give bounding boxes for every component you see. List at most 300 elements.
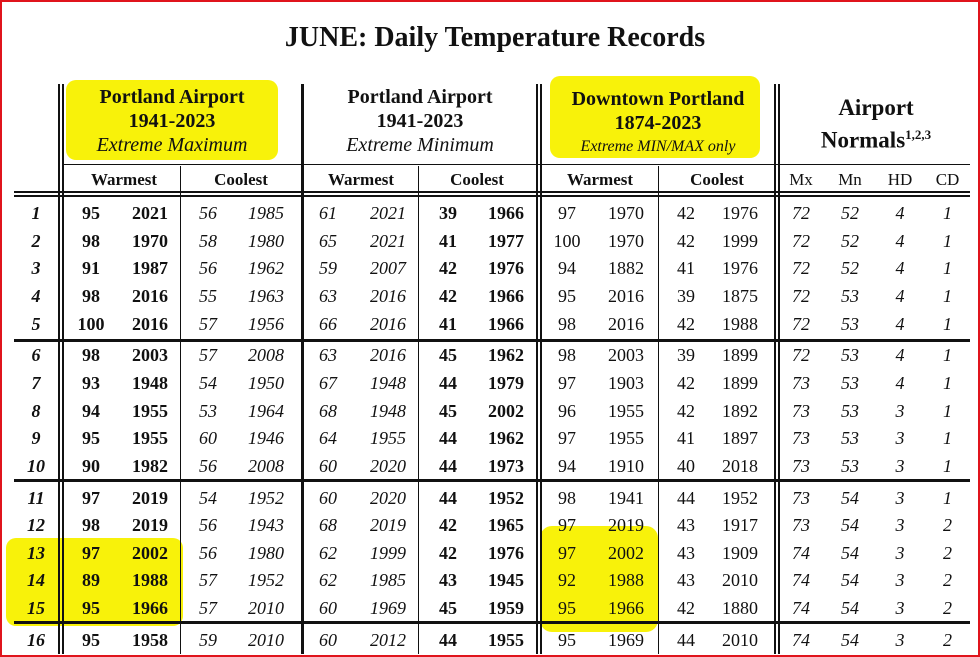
min-cool-temp: 44 bbox=[439, 372, 457, 393]
downtown-warm-year: 1941 bbox=[608, 487, 644, 508]
row-day: 14 bbox=[27, 570, 45, 591]
max-warm-temp: 98 bbox=[82, 345, 100, 366]
normal-hd: 4 bbox=[895, 372, 905, 393]
normal-min: 53 bbox=[841, 455, 859, 476]
row-day: 15 bbox=[27, 598, 45, 619]
subheader-coolest: Coolest bbox=[214, 170, 268, 189]
table-row bbox=[0, 540, 980, 567]
max-cool-temp: 55 bbox=[199, 285, 217, 306]
max-cool-temp: 57 bbox=[199, 598, 217, 619]
normal-min: 53 bbox=[841, 400, 859, 421]
downtown-warm-year: 2003 bbox=[608, 345, 644, 366]
downtown-cool-temp: 42 bbox=[677, 598, 695, 619]
min-warm-year: 2021 bbox=[370, 230, 406, 251]
normal-min: 54 bbox=[841, 487, 859, 508]
normal-max: 73 bbox=[792, 372, 810, 393]
max-cool-year: 2008 bbox=[248, 345, 284, 366]
row-day: 9 bbox=[31, 428, 41, 449]
row-day: 3 bbox=[31, 258, 41, 279]
min-cool-temp: 44 bbox=[439, 629, 457, 650]
max-warm-year: 2019 bbox=[132, 515, 168, 536]
max-cool-temp: 56 bbox=[199, 542, 217, 563]
downtown-cool-year: 1976 bbox=[722, 203, 758, 223]
normal-max: 72 bbox=[792, 230, 810, 251]
normal-min: 52 bbox=[841, 258, 859, 279]
max-cool-year: 1962 bbox=[248, 258, 284, 279]
row-day: 13 bbox=[27, 542, 45, 563]
row-day: 4 bbox=[31, 285, 41, 306]
normal-cd: 1 bbox=[943, 258, 952, 279]
subheader-warmest: Warmest bbox=[566, 170, 634, 189]
normal-cd: 2 bbox=[943, 629, 952, 650]
table-row bbox=[0, 283, 980, 310]
table-row bbox=[0, 425, 980, 452]
normal-hd: 3 bbox=[895, 428, 905, 449]
normal-cd: 2 bbox=[943, 598, 952, 619]
downtown-warm-year: 2002 bbox=[608, 542, 644, 563]
row-day: 5 bbox=[31, 313, 41, 334]
min-cool-year: 1966 bbox=[488, 313, 524, 334]
min-cool-temp: 39 bbox=[439, 203, 457, 223]
group-years: 1941-2023 bbox=[376, 110, 464, 132]
row-day: 8 bbox=[31, 400, 41, 421]
normal-cd: 1 bbox=[943, 455, 952, 476]
max-cool-year: 1952 bbox=[248, 487, 284, 508]
group-years: 1941-2023 bbox=[128, 110, 216, 132]
downtown-cool-temp: 39 bbox=[677, 345, 695, 366]
normal-hd: 4 bbox=[895, 285, 905, 306]
normal-min: 54 bbox=[841, 629, 859, 650]
max-warm-year: 1982 bbox=[132, 455, 168, 476]
min-warm-year: 2020 bbox=[370, 487, 406, 508]
min-cool-temp: 45 bbox=[439, 400, 457, 421]
min-cool-year: 1976 bbox=[488, 258, 524, 279]
min-cool-year: 1977 bbox=[488, 230, 524, 251]
min-cool-year: 1979 bbox=[488, 372, 524, 393]
downtown-cool-year: 1909 bbox=[722, 542, 758, 563]
max-cool-year: 1952 bbox=[248, 570, 284, 591]
normal-cd: 1 bbox=[943, 372, 952, 393]
max-cool-year: 1946 bbox=[248, 428, 284, 449]
normal-min: 54 bbox=[841, 570, 859, 591]
downtown-warm-temp: 97 bbox=[558, 372, 576, 393]
max-warm-temp: 100 bbox=[77, 313, 105, 334]
max-warm-year: 1948 bbox=[132, 372, 168, 393]
min-warm-temp: 63 bbox=[319, 285, 337, 306]
downtown-warm-year: 1970 bbox=[608, 203, 644, 223]
table-row bbox=[0, 595, 980, 622]
group-sub: Extreme Maximum bbox=[96, 134, 248, 156]
min-cool-year: 1962 bbox=[488, 345, 524, 366]
subheader-coolest: Coolest bbox=[690, 170, 744, 189]
max-warm-temp: 93 bbox=[82, 372, 100, 393]
normal-hd: 4 bbox=[895, 345, 905, 366]
downtown-warm-temp: 92 bbox=[558, 570, 576, 591]
downtown-cool-temp: 43 bbox=[677, 542, 695, 563]
min-warm-year: 2016 bbox=[370, 313, 406, 334]
max-cool-temp: 59 bbox=[199, 629, 217, 650]
downtown-cool-temp: 44 bbox=[677, 629, 695, 650]
normal-cd: 1 bbox=[943, 428, 952, 449]
downtown-cool-temp: 42 bbox=[677, 230, 695, 251]
downtown-cool-year: 1952 bbox=[722, 487, 758, 508]
normal-hd: 3 bbox=[895, 570, 905, 591]
downtown-cool-year: 1892 bbox=[722, 400, 758, 421]
normal-hd: 4 bbox=[895, 230, 905, 251]
max-warm-year: 2016 bbox=[132, 313, 168, 334]
max-warm-temp: 94 bbox=[82, 400, 100, 421]
downtown-warm-temp: 97 bbox=[558, 515, 576, 536]
max-warm-year: 1958 bbox=[132, 629, 168, 650]
row-day: 12 bbox=[27, 515, 45, 536]
min-cool-temp: 42 bbox=[439, 515, 457, 536]
normal-cd: 1 bbox=[943, 345, 952, 366]
min-warm-temp: 60 bbox=[319, 455, 337, 476]
min-cool-temp: 42 bbox=[439, 285, 457, 306]
min-warm-year: 1969 bbox=[370, 598, 406, 619]
min-cool-year: 1976 bbox=[488, 542, 524, 563]
normal-max: 73 bbox=[792, 515, 810, 536]
downtown-cool-year: 1897 bbox=[722, 428, 758, 449]
normal-max: 72 bbox=[792, 345, 810, 366]
subheader-warmest: Warmest bbox=[327, 170, 395, 189]
downtown-warm-temp: 97 bbox=[558, 428, 576, 449]
table-row bbox=[0, 228, 980, 255]
group-header-airport-max bbox=[66, 85, 278, 157]
max-cool-year: 2008 bbox=[248, 455, 284, 476]
min-cool-temp: 41 bbox=[439, 313, 457, 334]
min-cool-year: 1966 bbox=[488, 285, 524, 306]
subheader-mn: Mn bbox=[838, 170, 862, 189]
downtown-warm-year: 2016 bbox=[608, 313, 644, 334]
downtown-warm-temp: 96 bbox=[558, 400, 576, 421]
table-row bbox=[0, 485, 980, 512]
max-warm-temp: 98 bbox=[82, 230, 100, 251]
min-warm-temp: 64 bbox=[319, 428, 337, 449]
max-cool-temp: 56 bbox=[199, 203, 217, 223]
max-warm-temp: 97 bbox=[82, 542, 100, 563]
group-sup: 1,2,3 bbox=[905, 127, 932, 142]
normal-max: 72 bbox=[792, 258, 810, 279]
min-warm-year: 2021 bbox=[370, 203, 406, 223]
max-warm-year: 2016 bbox=[132, 285, 168, 306]
normal-max: 74 bbox=[792, 542, 810, 563]
min-warm-temp: 60 bbox=[319, 598, 337, 619]
normal-max: 73 bbox=[792, 455, 810, 476]
min-cool-year: 1955 bbox=[488, 629, 524, 650]
min-warm-temp: 62 bbox=[319, 542, 337, 563]
downtown-warm-temp: 95 bbox=[558, 598, 576, 619]
min-warm-temp: 60 bbox=[319, 629, 337, 650]
max-cool-temp: 56 bbox=[199, 515, 217, 536]
group-header-airport-min bbox=[305, 85, 535, 157]
downtown-cool-year: 1875 bbox=[722, 285, 758, 306]
downtown-cool-temp: 43 bbox=[677, 570, 695, 591]
max-warm-temp: 90 bbox=[82, 455, 100, 476]
max-cool-year: 2010 bbox=[248, 629, 284, 650]
normal-max: 73 bbox=[792, 400, 810, 421]
group-name: Airport bbox=[838, 95, 914, 120]
max-warm-year: 2019 bbox=[132, 487, 168, 508]
downtown-cool-temp: 40 bbox=[677, 455, 695, 476]
max-warm-year: 2002 bbox=[132, 542, 168, 563]
max-cool-temp: 53 bbox=[199, 400, 217, 421]
min-cool-year: 1962 bbox=[488, 428, 524, 449]
normal-max: 72 bbox=[792, 285, 810, 306]
downtown-cool-year: 1880 bbox=[722, 598, 758, 619]
downtown-cool-year: 1899 bbox=[722, 345, 758, 366]
subheader-warmest: Warmest bbox=[90, 170, 158, 189]
normal-cd: 2 bbox=[943, 570, 952, 591]
row-day: 1 bbox=[31, 203, 41, 223]
table-row bbox=[0, 627, 980, 654]
table-row bbox=[0, 370, 980, 397]
normal-min: 52 bbox=[841, 203, 859, 223]
group-name: Portland Airport bbox=[347, 86, 493, 108]
max-warm-year: 1955 bbox=[132, 428, 168, 449]
downtown-warm-year: 2019 bbox=[608, 515, 644, 536]
min-cool-temp: 44 bbox=[439, 455, 457, 476]
downtown-warm-year: 1969 bbox=[608, 629, 644, 650]
max-cool-temp: 56 bbox=[199, 258, 217, 279]
min-cool-temp: 45 bbox=[439, 345, 457, 366]
group-sub: Extreme Minimum bbox=[346, 134, 494, 156]
table-row bbox=[0, 512, 980, 539]
normal-max: 73 bbox=[792, 428, 810, 449]
max-cool-year: 1963 bbox=[248, 285, 284, 306]
normal-min: 54 bbox=[841, 515, 859, 536]
group-name2: Normals bbox=[820, 127, 906, 153]
min-cool-temp: 45 bbox=[439, 598, 457, 619]
min-cool-temp: 44 bbox=[439, 487, 457, 508]
min-cool-temp: 41 bbox=[439, 230, 457, 251]
min-warm-year: 1985 bbox=[370, 570, 406, 591]
min-cool-year: 1965 bbox=[488, 515, 524, 536]
normal-hd: 4 bbox=[895, 203, 905, 223]
subheader-coolest: Coolest bbox=[450, 170, 504, 189]
min-cool-year: 2002 bbox=[488, 400, 524, 421]
normal-max: 73 bbox=[792, 487, 810, 508]
min-warm-temp: 62 bbox=[319, 570, 337, 591]
table-row bbox=[0, 398, 980, 425]
downtown-cool-temp: 41 bbox=[677, 258, 695, 279]
normal-cd: 1 bbox=[943, 230, 952, 251]
max-cool-temp: 58 bbox=[199, 230, 217, 251]
min-cool-year: 1973 bbox=[488, 455, 524, 476]
min-warm-temp: 68 bbox=[319, 515, 337, 536]
min-warm-temp: 66 bbox=[319, 313, 337, 334]
downtown-cool-temp: 42 bbox=[677, 372, 695, 393]
normal-hd: 3 bbox=[895, 487, 905, 508]
max-cool-year: 1985 bbox=[248, 203, 284, 223]
max-warm-temp: 95 bbox=[82, 428, 100, 449]
max-warm-temp: 97 bbox=[82, 487, 100, 508]
table-row bbox=[0, 342, 980, 369]
downtown-warm-temp: 94 bbox=[558, 455, 576, 476]
min-warm-temp: 68 bbox=[319, 400, 337, 421]
min-cool-temp: 44 bbox=[439, 428, 457, 449]
min-warm-year: 2016 bbox=[370, 285, 406, 306]
max-cool-temp: 54 bbox=[199, 487, 217, 508]
min-warm-year: 1948 bbox=[370, 372, 406, 393]
normal-max: 74 bbox=[792, 629, 810, 650]
max-cool-temp: 57 bbox=[199, 313, 217, 334]
row-day: 16 bbox=[27, 629, 45, 650]
downtown-warm-year: 1903 bbox=[608, 372, 644, 393]
downtown-cool-temp: 39 bbox=[677, 285, 695, 306]
group-sub: Extreme MIN/MAX only bbox=[580, 138, 736, 155]
min-warm-temp: 60 bbox=[319, 487, 337, 508]
row-day: 10 bbox=[27, 455, 45, 476]
normal-cd: 1 bbox=[943, 400, 952, 421]
downtown-cool-temp: 42 bbox=[677, 203, 695, 223]
min-cool-temp: 42 bbox=[439, 542, 457, 563]
subheader-mx: Mx bbox=[789, 170, 813, 189]
normal-cd: 2 bbox=[943, 542, 952, 563]
downtown-warm-year: 1910 bbox=[608, 455, 644, 476]
group-name: Downtown Portland bbox=[571, 88, 745, 110]
downtown-cool-temp: 42 bbox=[677, 400, 695, 421]
normal-hd: 3 bbox=[895, 455, 905, 476]
normal-min: 53 bbox=[841, 372, 859, 393]
downtown-warm-temp: 95 bbox=[558, 285, 576, 306]
normal-hd: 4 bbox=[895, 313, 905, 334]
downtown-cool-temp: 41 bbox=[677, 428, 695, 449]
max-cool-temp: 56 bbox=[199, 455, 217, 476]
downtown-warm-temp: 98 bbox=[558, 345, 576, 366]
max-cool-year: 1964 bbox=[248, 400, 284, 421]
row-day: 2 bbox=[31, 230, 41, 251]
row-day: 6 bbox=[31, 345, 41, 366]
downtown-warm-temp: 97 bbox=[558, 203, 576, 223]
rule-subheader-top bbox=[64, 164, 970, 165]
max-warm-year: 1966 bbox=[132, 598, 168, 619]
subheader-hd: HD bbox=[887, 170, 913, 189]
min-cool-year: 1966 bbox=[488, 203, 524, 223]
row-day: 7 bbox=[31, 372, 41, 393]
normal-hd: 3 bbox=[895, 400, 905, 421]
max-warm-year: 1988 bbox=[132, 570, 168, 591]
table-row bbox=[0, 255, 980, 282]
min-warm-year: 2020 bbox=[370, 455, 406, 476]
max-warm-temp: 98 bbox=[82, 515, 100, 536]
table-row bbox=[0, 311, 980, 338]
max-cool-temp: 60 bbox=[199, 428, 217, 449]
downtown-warm-temp: 98 bbox=[558, 313, 576, 334]
subheader-cd: CD bbox=[935, 170, 960, 189]
downtown-cool-temp: 44 bbox=[677, 487, 695, 508]
page-title: JUNE: Daily Temperature Records bbox=[284, 22, 706, 53]
group-header-downtown bbox=[548, 87, 768, 159]
normal-cd: 1 bbox=[943, 285, 952, 306]
min-cool-year: 1959 bbox=[488, 598, 524, 619]
max-cool-year: 1943 bbox=[248, 515, 284, 536]
downtown-warm-year: 2016 bbox=[608, 285, 644, 306]
max-warm-temp: 89 bbox=[82, 570, 100, 591]
max-cool-year: 1980 bbox=[248, 542, 284, 563]
min-cool-year: 1952 bbox=[488, 487, 524, 508]
normal-max: 72 bbox=[792, 313, 810, 334]
downtown-warm-temp: 100 bbox=[553, 230, 581, 251]
max-warm-year: 2021 bbox=[132, 203, 168, 223]
max-warm-year: 1987 bbox=[132, 258, 168, 279]
table-row bbox=[0, 453, 980, 480]
normal-min: 53 bbox=[841, 428, 859, 449]
max-cool-year: 1950 bbox=[248, 372, 284, 393]
max-warm-year: 2003 bbox=[132, 345, 168, 366]
normal-min: 52 bbox=[841, 230, 859, 251]
normal-min: 53 bbox=[841, 313, 859, 334]
normal-min: 53 bbox=[841, 285, 859, 306]
normal-hd: 3 bbox=[895, 629, 905, 650]
downtown-warm-year: 1955 bbox=[608, 428, 644, 449]
min-warm-year: 1955 bbox=[370, 428, 406, 449]
normal-max: 74 bbox=[792, 570, 810, 591]
downtown-cool-year: 1999 bbox=[722, 230, 758, 251]
normal-cd: 1 bbox=[943, 313, 952, 334]
downtown-warm-year: 1955 bbox=[608, 400, 644, 421]
downtown-cool-year: 1917 bbox=[722, 515, 758, 536]
downtown-cool-temp: 43 bbox=[677, 515, 695, 536]
normal-hd: 3 bbox=[895, 515, 905, 536]
downtown-warm-year: 1970 bbox=[608, 230, 644, 251]
min-cool-temp: 42 bbox=[439, 258, 457, 279]
downtown-cool-year: 1988 bbox=[722, 313, 758, 334]
normal-cd: 1 bbox=[943, 203, 952, 223]
downtown-warm-temp: 98 bbox=[558, 487, 576, 508]
downtown-cool-year: 1899 bbox=[722, 372, 758, 393]
max-warm-year: 1970 bbox=[132, 230, 168, 251]
downtown-cool-temp: 42 bbox=[677, 313, 695, 334]
min-warm-year: 2012 bbox=[370, 629, 406, 650]
min-warm-year: 1999 bbox=[370, 542, 406, 563]
normal-hd: 3 bbox=[895, 598, 905, 619]
normal-hd: 4 bbox=[895, 258, 905, 279]
downtown-cool-year: 2018 bbox=[722, 455, 758, 476]
group-years: 1874-2023 bbox=[614, 112, 702, 134]
rule-header-bottom bbox=[14, 191, 970, 193]
normal-max: 72 bbox=[792, 203, 810, 223]
downtown-cool-year: 1976 bbox=[722, 258, 758, 279]
min-warm-temp: 61 bbox=[319, 203, 337, 223]
min-warm-year: 2007 bbox=[370, 258, 406, 279]
normal-min: 54 bbox=[841, 542, 859, 563]
max-cool-temp: 57 bbox=[199, 345, 217, 366]
rule-header-bottom-2 bbox=[14, 195, 970, 197]
min-warm-year: 2016 bbox=[370, 345, 406, 366]
max-cool-temp: 54 bbox=[199, 372, 217, 393]
max-cool-temp: 57 bbox=[199, 570, 217, 591]
min-warm-temp: 59 bbox=[319, 258, 337, 279]
min-warm-temp: 63 bbox=[319, 345, 337, 366]
downtown-warm-temp: 95 bbox=[558, 629, 576, 650]
group-header-normals bbox=[782, 94, 970, 154]
row-day: 11 bbox=[27, 487, 45, 508]
min-cool-temp: 43 bbox=[439, 570, 457, 591]
normal-cd: 2 bbox=[943, 515, 952, 536]
normal-min: 54 bbox=[841, 598, 859, 619]
min-warm-temp: 67 bbox=[319, 372, 337, 393]
normal-max: 74 bbox=[792, 598, 810, 619]
table-row bbox=[0, 567, 980, 594]
max-warm-temp: 95 bbox=[82, 203, 100, 223]
downtown-warm-temp: 94 bbox=[558, 258, 576, 279]
min-warm-year: 2019 bbox=[370, 515, 406, 536]
min-warm-year: 1948 bbox=[370, 400, 406, 421]
max-warm-year: 1955 bbox=[132, 400, 168, 421]
max-cool-year: 1980 bbox=[248, 230, 284, 251]
downtown-warm-year: 1988 bbox=[608, 570, 644, 591]
